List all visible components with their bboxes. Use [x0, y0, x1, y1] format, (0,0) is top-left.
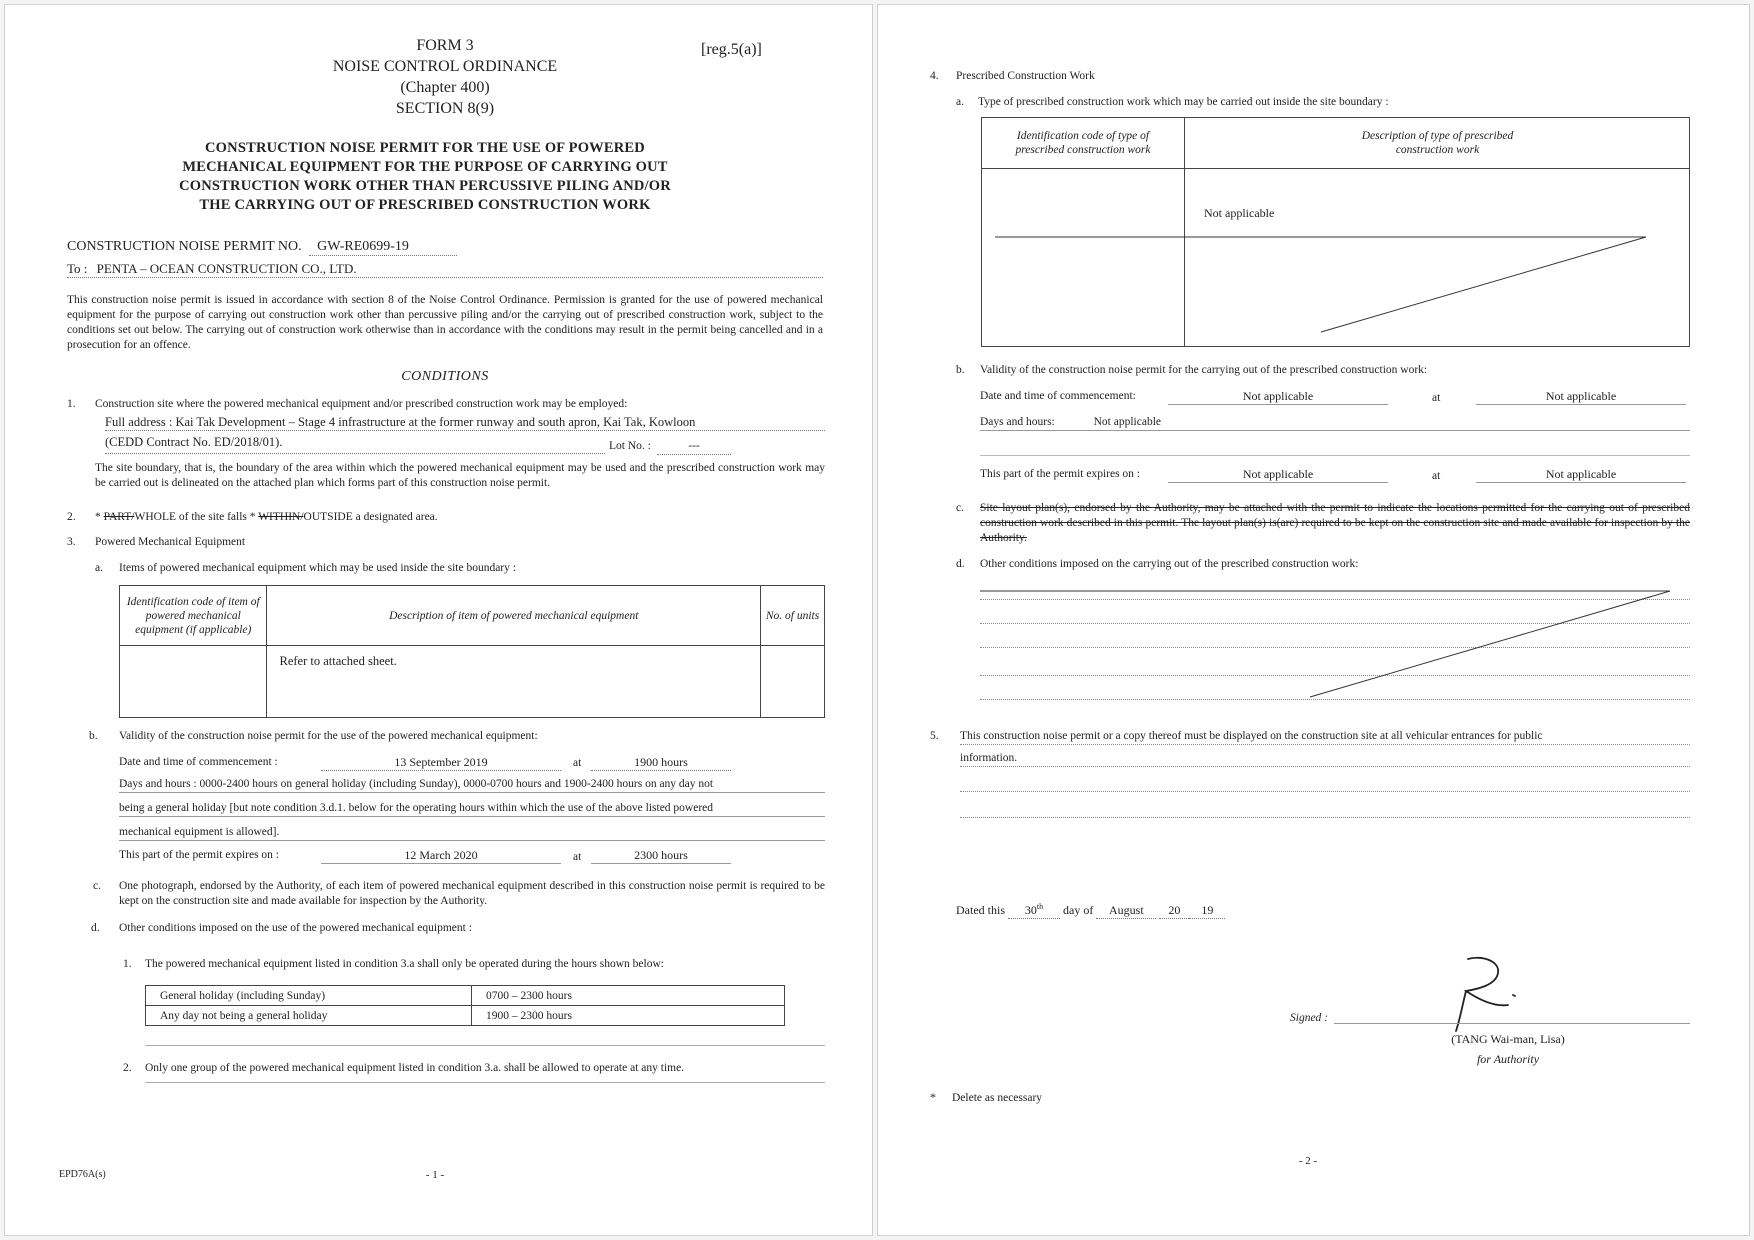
equipment-units-cell — [761, 646, 825, 718]
form-number: FORM 3 — [416, 37, 474, 54]
dated-month: August — [1096, 902, 1156, 919]
hours-day-cell: Any day not being a general holiday — [146, 1006, 472, 1026]
pme-days-line-3: mechanical equipment is allowed]. — [119, 825, 825, 841]
pcw-days-value: Not applicable — [1093, 416, 1162, 428]
condition-4d-letter: d. — [956, 558, 965, 570]
condition-3d1-number: 1. — [123, 958, 132, 970]
delete-marker: * — [95, 511, 101, 523]
page-number: - 2 - — [1298, 1155, 1318, 1167]
chapter-label: (Chapter 400) — [400, 79, 490, 96]
title-line: MECHANICAL EQUIPMENT FOR THE PURPOSE OF CARRYING OUT — [182, 159, 668, 175]
condition-4-heading: Prescribed Construction Work — [956, 70, 1095, 82]
equipment-table-header: No. of units — [761, 586, 825, 646]
lot-value: --- — [657, 439, 731, 455]
pcw-commence-label: Date and time of commencement: — [980, 390, 1136, 402]
condition-4d-text: Other conditions imposed on the carrying out of the prescribed construction work: — [980, 558, 1359, 570]
at-label: at — [1432, 392, 1441, 404]
footnote-marker: * — [930, 1090, 936, 1104]
signatory-name: (TANG Wai-man, Lisa) — [1451, 1032, 1565, 1046]
footnote-text: Delete as necessary — [952, 1092, 1043, 1104]
prescribed-table-header: Description of type of prescribed construction work — [1361, 130, 1514, 156]
condition-5-line-1: This construction noise permit or a copy thereof must be displayed on the construction site at all vehicular entrances for public — [960, 729, 1690, 745]
condition-3d-text: Other conditions imposed on the use of the powered mechanical equipment : — [119, 922, 472, 934]
site-boundary-text: The site boundary, that is, the boundary of the area within which the powered mechanical equipment may be used and the prescribed construction work may be carried out is delineated on the attached plan which forms part of this construction noise permit. — [95, 462, 825, 489]
hours-value-cell: 0700 – 2300 hours — [472, 986, 785, 1006]
pme-days-label: Days and hours : — [119, 778, 197, 790]
dated-year-prefix: 20 — [1159, 902, 1189, 919]
prescribed-table-value: Not applicable — [1204, 206, 1275, 220]
condition-3d1-text: The powered mechanical equipment listed in condition 3.a shall only be operated during the hours shown below: — [145, 958, 664, 970]
page-1 — [4, 4, 873, 1236]
permit-number-row — [67, 239, 457, 256]
at-label: at — [1432, 470, 1441, 482]
dated-row — [956, 899, 1225, 919]
for-authority: for Authority — [1476, 1052, 1540, 1066]
permit-title — [105, 139, 745, 215]
pcw-commence-time: Not applicable — [1476, 389, 1686, 405]
form-header — [235, 35, 655, 119]
addressee-label: To : — [67, 261, 88, 276]
condition-4a-text: Type of prescribed construction work which may be carried out inside the site boundary : — [978, 96, 1389, 108]
hours-day-cell: General holiday (including Sunday) — [146, 986, 472, 1006]
page-2 — [877, 4, 1750, 1236]
pme-expires-date: 12 March 2020 — [321, 848, 561, 864]
condition-3d-letter: d. — [91, 922, 100, 934]
condition-3-number: 3. — [67, 536, 76, 548]
condition-3d2-text: Only one group of the powered mechanical equipment listed in condition 3.a. shall be allowed to operate at any time. — [145, 1061, 825, 1083]
addressee-name: PENTA – OCEAN CONSTRUCTION CO., LTD. — [96, 261, 357, 276]
dated-day-value: 30 — [1024, 903, 1037, 917]
condition-1-number: 1. — [67, 398, 76, 410]
permit-number-label: CONSTRUCTION NOISE PERMIT NO. — [67, 239, 302, 254]
pme-commence-label: Date and time of commencement : — [119, 756, 278, 768]
condition-4a-letter: a. — [956, 96, 964, 108]
page-number: - 1 - — [425, 1169, 445, 1181]
condition-5-line-2: information. — [960, 751, 1690, 767]
intro-paragraph: This construction noise permit is issued in accordance with section 8 of the Noise Control Ordinance. Permission is granted for the use of powered mechanical equipment for the purpose of carrying out construction work other than percussive piling and/or the carrying out of prescribed construction work, subject to the conditions set out below. The carrying out of construction work otherwise than in accordance with the conditions may result in the permit being cancelled and in a prosecution for an offence. — [67, 294, 823, 351]
addressee-row — [67, 261, 823, 278]
equipment-description-cell: Refer to attached sheet. — [267, 646, 761, 718]
pcw-expires-label: This part of the permit expires on : — [980, 468, 1141, 480]
dated-year-suffix: 19 — [1189, 902, 1225, 919]
condition-3-heading: Powered Mechanical Equipment — [95, 536, 246, 548]
pcw-days-label: Days and hours: — [980, 416, 1055, 428]
condition-2-part: WHOLE of the site falls * — [134, 511, 256, 523]
pme-expires-label: This part of the permit expires on : — [119, 849, 280, 861]
signed-label: Signed : — [1290, 1012, 1329, 1024]
hours-value-cell: 1900 – 2300 hours — [472, 1006, 785, 1026]
condition-3b-text: Validity of the construction noise permit for the use of the powered mechanical equipment: — [119, 730, 538, 742]
section-label: SECTION 8(9) — [395, 100, 495, 117]
operating-hours-table — [145, 985, 785, 1026]
not-applicable-strike-line — [981, 168, 1690, 347]
condition-4b-text: Validity of the construction noise permit for the carrying out of the prescribed construction work: — [980, 364, 1428, 376]
condition-3c-letter: c. — [93, 880, 101, 892]
at-label: at — [573, 851, 582, 863]
site-address-line-2: (CEDD Contract No. ED/2018/01). — [105, 435, 283, 449]
pcw-expires-date: Not applicable — [1168, 467, 1388, 483]
pme-days-text: 0000-2400 hours on general holiday (including Sunday), 0000-0700 hours and 1900-2400 hours on any day not — [199, 778, 714, 790]
condition-4c-text: Site layout plan(s), endorsed by the Authority, may be attached with the permit to indicate the locations permitted for the carrying out of prescribed construction work described in this permit. The layout plan(s) is(are) required to be kept on the construction site and made available for inspection by the Authority. — [980, 502, 1690, 544]
dated-day — [1008, 899, 1060, 919]
struck-option: PART/ — [103, 511, 135, 523]
title-line: CONSTRUCTION NOISE PERMIT FOR THE USE OF POWERED — [205, 140, 645, 156]
title-line: CONSTRUCTION WORK OTHER THAN PERCUSSIVE PILING AND/OR — [179, 178, 671, 194]
day-suffix: th — [1036, 902, 1044, 911]
condition-3b-letter: b. — [89, 730, 98, 742]
pme-commence-date: 13 September 2019 — [321, 755, 561, 771]
equipment-table-header: Description of item of powered mechanical equipment — [267, 586, 761, 646]
condition-5-number: 5. — [930, 730, 939, 742]
regulation-ref: [reg.5(a)] — [701, 41, 762, 58]
condition-3d2-number: 2. — [123, 1062, 132, 1074]
day-of-label: day of — [1063, 903, 1094, 917]
pme-expires-time: 2300 hours — [591, 848, 731, 864]
form-code: EPD76A(s) — [59, 1169, 106, 1180]
equipment-table — [119, 585, 825, 718]
condition-1-text: Construction site where the powered mechanical equipment and/or prescribed construction work may be employed: — [95, 398, 628, 410]
struck-option: WITHIN/ — [258, 511, 304, 523]
pme-commence-time: 1900 hours — [591, 755, 731, 771]
prescribed-table-header: Identification code of type of prescribed construction work — [1015, 130, 1151, 156]
permit-number: GW-RE0699-19 — [309, 239, 457, 256]
condition-2-part: OUTSIDE a designated area. — [303, 511, 438, 523]
condition-4c-letter: c. — [956, 502, 964, 514]
equipment-table-header: Identification code of item of powered mechanical equipment (if applicable) — [120, 586, 267, 646]
condition-3a-letter: a. — [95, 562, 103, 574]
condition-4-number: 4. — [930, 70, 939, 82]
pcw-commence-date: Not applicable — [1168, 389, 1388, 405]
ordinance-name: NOISE CONTROL ORDINANCE — [332, 58, 558, 75]
pcw-days-row — [980, 415, 1690, 431]
not-applicable-strike-line — [980, 585, 1692, 701]
lot-label: Lot No. : — [609, 440, 651, 452]
condition-3c-text: One photograph, endorsed by the Authority, of each item of powered mechanical equipment described in this construction noise permit is required to be kept on the construction site and made available for inspection by the Authority. — [119, 880, 825, 907]
title-line: THE CARRYING OUT OF PRESCRIBED CONSTRUCTION WORK — [199, 197, 651, 213]
condition-2-text — [95, 510, 438, 525]
pme-days-line-1 — [119, 777, 825, 793]
at-label: at — [573, 757, 582, 769]
condition-4b-letter: b. — [956, 364, 965, 376]
conditions-heading: CONDITIONS — [401, 369, 489, 384]
equipment-code-cell — [120, 646, 267, 718]
site-address-line-1: Full address : Kai Tak Development – Stage 4 infrastructure at the former runway and south apron, Kai Tak, Kowloon — [105, 415, 825, 431]
pcw-expires-time: Not applicable — [1476, 467, 1686, 483]
condition-3a-text: Items of powered mechanical equipment which may be used inside the site boundary : — [119, 562, 516, 574]
pme-days-line-2: being a general holiday [but note condition 3.d.1. below for the operating hours within which the use of the above listed powered — [119, 801, 825, 817]
condition-2-number: 2. — [67, 511, 76, 523]
dated-label: Dated this — [956, 903, 1005, 917]
